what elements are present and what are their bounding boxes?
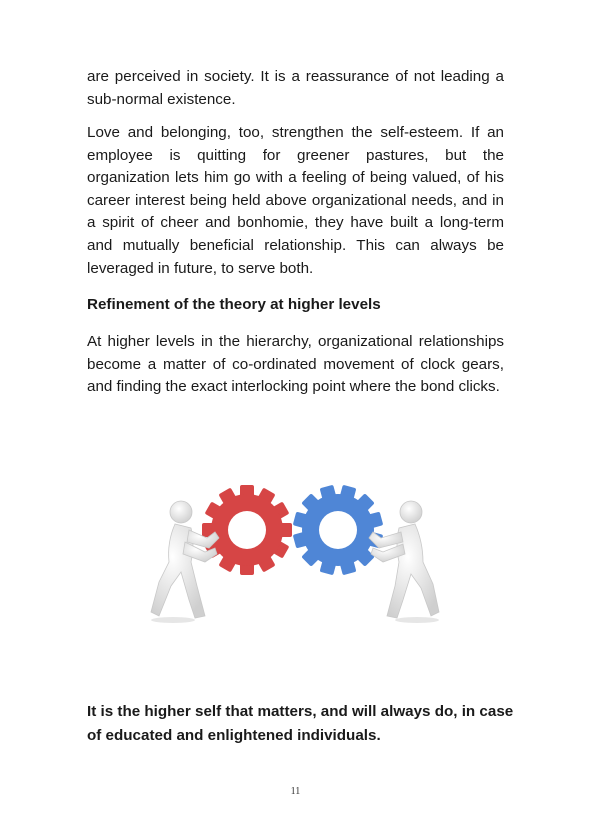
- page-number: 11: [290, 786, 301, 797]
- red-gear-icon: [202, 485, 292, 575]
- blue-gear-icon: [293, 485, 384, 576]
- left-figure-icon: [151, 501, 219, 618]
- figures-turning-gears-illustration: [145, 482, 445, 624]
- closing-statement: It is the higher self that matters, and will always do, in case of educated and enlightened individuals.: [87, 703, 514, 744]
- paragraph-higher-levels: At higher levels in the hierarchy, organizational relationships become a matter of co-ordinated movement of clock gears, and finding the exact interlocking point where the bond clicks.: [87, 333, 504, 396]
- paragraph-love-belonging: Love and belonging, too, strengthen the self-esteem. If an employee is quitting for greener pastures, but the organization lets him go with a feeling of being valued, of his career interest being held above organizational needs, and in a spirit of cheer and bonhomie, they have built a long-term and mutually beneficial relationship. This can always be leveraged in future, to serve both.: [87, 124, 504, 277]
- paragraph-continuation: are perceived in society. It is a reassurance of not leading a sub-normal existence.: [87, 68, 504, 108]
- section-heading: Refinement of the theory at higher levels: [87, 296, 381, 313]
